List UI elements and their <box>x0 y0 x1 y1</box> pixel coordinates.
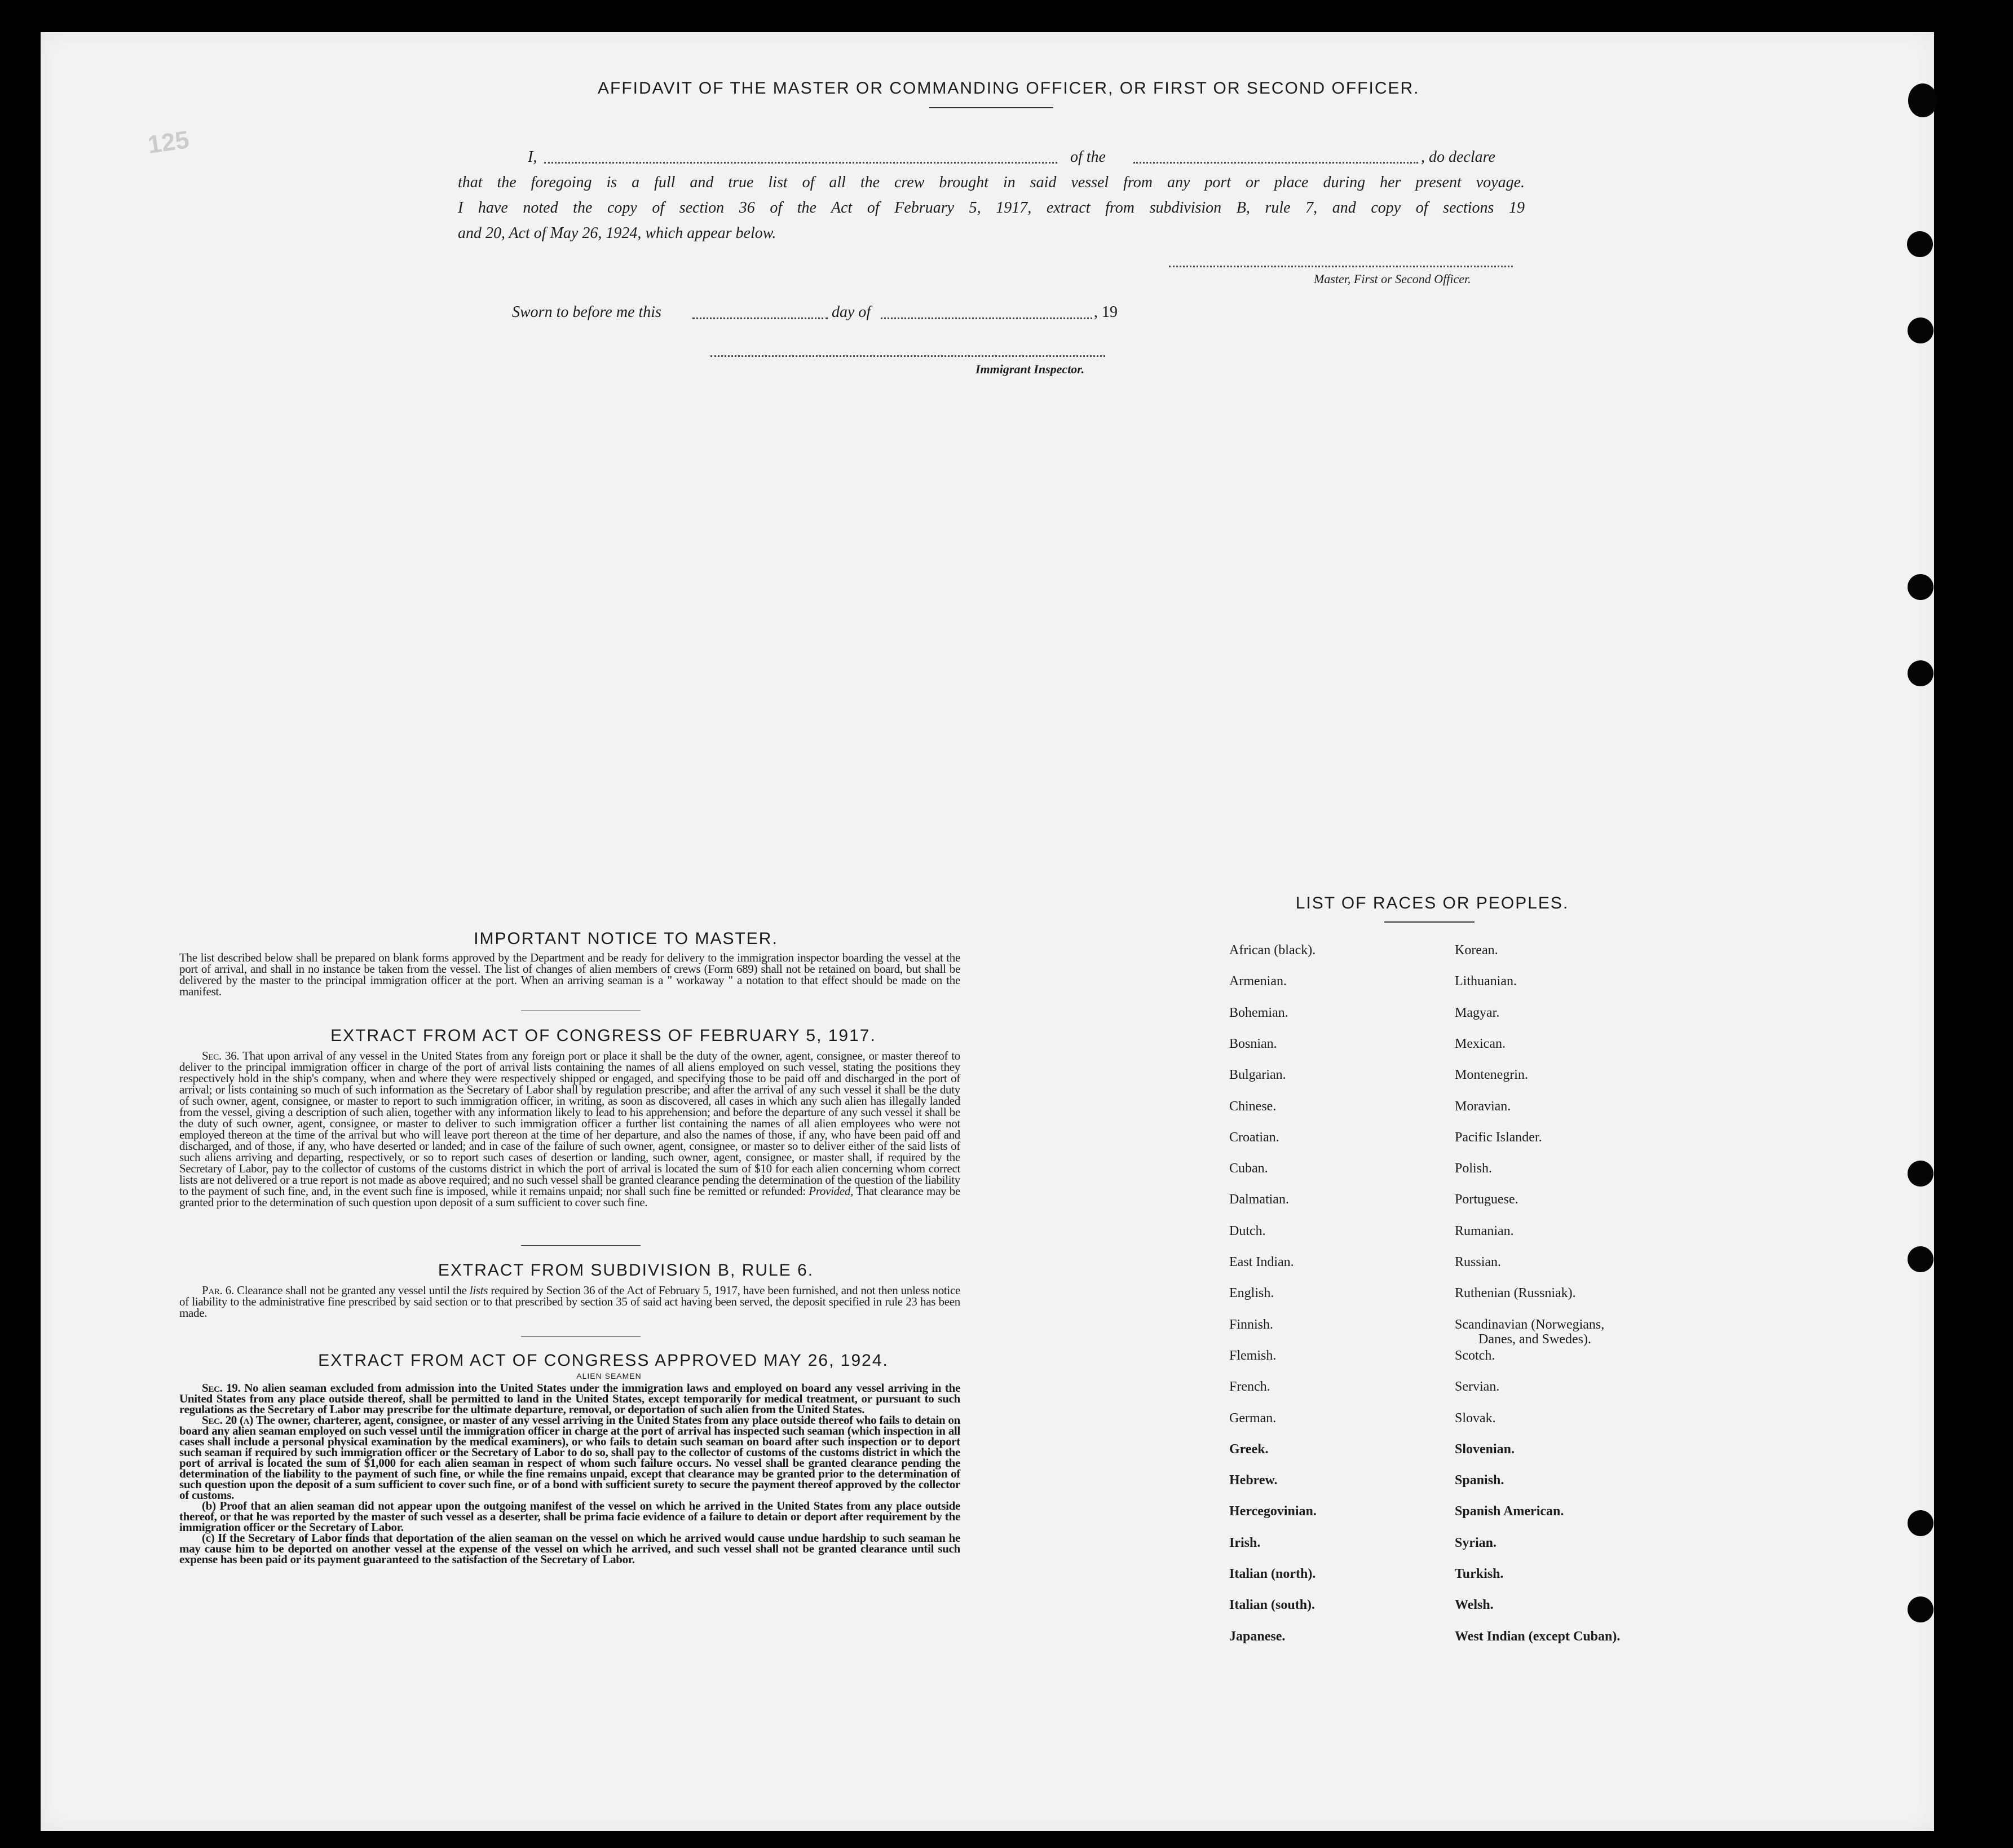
race-item: Flemish. <box>1229 1348 1277 1363</box>
extract-1924-text <box>179 1383 960 1565</box>
race-item: French. <box>1229 1379 1270 1394</box>
race-item: German. <box>1229 1411 1277 1426</box>
races-title-rule <box>1384 921 1475 923</box>
affidavit-do-declare: , do declare <box>1421 148 1495 166</box>
race-item: Rumanian. <box>1455 1224 1514 1238</box>
par-6-body-b: required by Section 36 of the Act of February 5, 1917, have been furnished, and not then unless notice of liability to the administrative fine prescribed by said section or to that prescribed by section 35 of said act having been served, the deposit specified in rule 23 has been made. <box>179 1284 961 1320</box>
sec-36-end: That clearance may be granted prior to the determination of such question upon deposit of a sum sufficient to cover such fine. <box>179 1184 960 1209</box>
race-item: Cuban. <box>1229 1161 1268 1176</box>
sec-20-label: Sec. 20 (a) <box>202 1413 253 1427</box>
race-item: Croatian. <box>1229 1130 1279 1145</box>
lists-word: lists <box>469 1284 488 1297</box>
affidavit-title: AFFIDAVIT OF THE MASTER OR COMMANDING OFFICER, OR FIRST OR SECOND OFFICER. <box>598 79 1420 98</box>
race-item: Syrian. <box>1455 1536 1497 1550</box>
affidavit-line-4: and 20, Act of May 26, 1924, which appear below. <box>458 224 776 242</box>
sworn-day-blank <box>692 317 828 319</box>
race-item: Pacific Islander. <box>1455 1130 1542 1145</box>
race-item: Portuguese. <box>1455 1192 1518 1207</box>
sec-20-body: The owner, charterer, agent, consignee, or master of any vessel arriving in the United States from any place outside thereof who fails to detain on board any alien seaman employed on such vessel until the immigration officer in charge at the port of arrival has inspected such seaman (which inspection in all cases shall include a personal physical examination by the medical examiners), or who fails to detain such seaman on board after such inspection or to deport such seaman if required by such immigration officer or the Secretary of Labor to do so, shall pay to the collector of customs of the customs district in which the port of arrival is located the sum of $1,000 for each alien seaman in respect of whom such failure occurs. No vessel shall be granted clearance pending the determination of the liability to the payment of such fine, or while the fine remains unpaid, except that clearance may be granted prior to the determination of such question upon the deposit of a sum sufficient to cover such fine, or of a bond with sufficient surety to secure the payment thereof approved by the collector of customs. <box>179 1413 961 1502</box>
day-of-label: day of <box>832 303 871 321</box>
punch-hole <box>1908 83 1937 117</box>
punch-hole <box>1907 231 1933 257</box>
race-item: Bohemian. <box>1229 1005 1288 1020</box>
race-item: Lithuanian. <box>1455 974 1517 989</box>
punch-hole <box>1908 660 1933 686</box>
race-item: Chinese. <box>1229 1099 1277 1114</box>
extract-1924-title: EXTRACT FROM ACT OF CONGRESS APPROVED MAY 26, 1924. <box>318 1351 889 1370</box>
officer-signature-line <box>1169 266 1513 267</box>
affidavit-line-3: I have noted the copy of section 36 of the Act of February 5, 1917, extract from subdivision B, rule 7, and copy of sections 19 <box>458 199 1525 217</box>
provided-word: Provided, <box>809 1184 854 1198</box>
race-item: Mexican. <box>1455 1037 1506 1051</box>
affidavit-of-the: of the <box>1070 148 1106 166</box>
race-item: Magyar. <box>1455 1005 1500 1020</box>
race-item: Armenian. <box>1229 974 1287 989</box>
race-item: Italian (south). <box>1229 1598 1315 1612</box>
para-b: (b) Proof that an alien seaman did not appear upon the outgoing manifest of the vessel on which he arrived in the United States from any place outside thereof, or that he was reported by the master of such vessel as a deserter, shall be prima facie evidence of a failure to detain or deport after requirement by the immigration officer or the Secretary of Labor. <box>179 1499 960 1534</box>
par-6-label: Par. 6. <box>202 1284 234 1297</box>
inspector-caption: Immigrant Inspector. <box>975 362 1085 376</box>
subdivision-b-divider <box>521 1336 641 1337</box>
race-item: Hebrew. <box>1229 1473 1278 1488</box>
race-item: Dutch. <box>1229 1224 1266 1238</box>
extract-1917-text <box>179 1050 960 1208</box>
punch-hole <box>1908 1510 1933 1536</box>
sec-19-label: Sec. 19. <box>202 1381 241 1395</box>
race-item: Scotch. <box>1455 1348 1495 1363</box>
race-item: Scandinavian (Norwegians, <box>1455 1317 1605 1332</box>
punch-hole <box>1908 1596 1933 1622</box>
race-item: Korean. <box>1455 943 1498 958</box>
para-c: (c) If the Secretary of Labor finds that deportation of the alien seaman on the vessel on which he arrived would cause undue hardship to such seaman he may cause him to be deported on another vessel at the expense of the vessel on which he arrived, and such vessel shall not be granted clearance until such expense has been paid or its payment guaranteed to the satisfaction of the Secretary of Labor. <box>179 1531 960 1566</box>
race-item: English. <box>1229 1286 1274 1300</box>
sec-36-label: Sec. 36. <box>202 1049 240 1062</box>
race-item: Slovak. <box>1455 1411 1496 1426</box>
subdivision-b-text <box>179 1285 960 1318</box>
race-item: Finnish. <box>1229 1317 1274 1332</box>
punch-hole <box>1908 317 1933 343</box>
alien-seamen-subtitle: ALIEN SEAMEN <box>576 1371 642 1381</box>
margin-page-number: 125 <box>145 126 191 159</box>
sworn-label: Sworn to before me this <box>512 303 661 321</box>
race-item: West Indian (except Cuban). <box>1455 1629 1621 1644</box>
race-item: Spanish. <box>1455 1473 1504 1488</box>
par-6-body-a: Clearance shall not be granted any vessel until the <box>237 1284 467 1297</box>
race-item: Greek. <box>1229 1442 1269 1457</box>
notice-title: IMPORTANT NOTICE TO MASTER. <box>474 929 778 948</box>
race-item: Ruthenian (Russniak). <box>1455 1286 1576 1300</box>
extract-1917-divider <box>521 1245 641 1246</box>
race-item: Irish. <box>1229 1536 1261 1550</box>
race-item: Servian. <box>1455 1379 1500 1394</box>
affidavit-title-rule <box>929 107 1053 108</box>
race-item: Spanish American. <box>1455 1504 1564 1519</box>
race-item: Bulgarian. <box>1229 1068 1286 1082</box>
race-item: Moravian. <box>1455 1099 1511 1114</box>
extract-1917-title: EXTRACT FROM ACT OF CONGRESS OF FEBRUARY 5, 1917. <box>330 1026 876 1045</box>
inspector-signature-line <box>710 355 1105 357</box>
race-item: Welsh. <box>1455 1598 1494 1612</box>
race-item: Italian (north). <box>1229 1567 1316 1581</box>
race-item: Slovenian. <box>1455 1442 1515 1457</box>
punch-hole <box>1908 574 1933 600</box>
subdivision-b-title: EXTRACT FROM SUBDIVISION B, RULE 6. <box>438 1261 814 1280</box>
sec-20-paragraph <box>179 1415 960 1501</box>
sworn-month-blank <box>881 317 1092 319</box>
races-title: LIST OF RACES OR PEOPLES. <box>1295 894 1569 912</box>
race-item: Russian. <box>1455 1255 1502 1269</box>
affidavit-line-2: that the foregoing is a full and true list of all the crew brought in said vessel from any port or place during her present voyage. <box>458 174 1525 191</box>
notice-text: The list described below shall be prepared on blank forms approved by the Department and be ready for delivery to the immigration inspector boarding the vessel at the port of arrival, and shall in no instance be taken from the vessel. The list of changes of alien members of crews (Form 689) shall not be retained on board, but shall be delivered by the master to the principal immigration officer at the port. When an arriving seaman is a " workaway " a notation to that effect should be made on the manifest. <box>179 951 960 998</box>
sec-19-paragraph <box>179 1383 960 1415</box>
race-item: Dalmatian. <box>1229 1192 1289 1207</box>
punch-hole <box>1908 1161 1933 1187</box>
officer-caption: Master, First or Second Officer. <box>1314 272 1471 286</box>
affidavit-name-blank <box>544 162 1057 164</box>
race-scandinavian-continued: Danes, and Swedes). <box>1478 1332 1591 1347</box>
race-item: African (black). <box>1229 943 1316 958</box>
race-item: Turkish. <box>1455 1567 1504 1581</box>
race-item: Bosnian. <box>1229 1037 1277 1051</box>
race-item: Japanese. <box>1229 1629 1286 1644</box>
race-item: East Indian. <box>1229 1255 1294 1269</box>
sec-19-body: No alien seaman excluded from admission into the United States under the immigration laws and employed on board any vessel arriving in the United States from any place outside thereof, shall be permitted to land in the United States, except temporarily for medical treatment, or pursuant to such regulations as the Secretary of Labor may prescribe for the ultimate departure, removal, or deportation of such alien from the United States. <box>179 1381 960 1416</box>
punch-hole <box>1908 1246 1933 1272</box>
year-prefix: , 19 <box>1094 303 1118 321</box>
race-item: Hercegovinian. <box>1229 1504 1317 1519</box>
affidavit-vessel-blank <box>1133 162 1418 164</box>
sec-36-body: That upon arrival of any vessel in the United States from any foreign port or place it shall be the duty of the owner, agent, consignee, or master thereof to deliver to the principal immigration officer in charge of the port of arrival lists containing the names of all aliens employed on such vessel, stating the positions they respectively hold in the ship's company, when and where they were respectively shipped or engaged, and specifying those to be paid off and discharged in the port of arrival; or lists containing so much of such information as the Secretary of Labor shall by regulation prescribe; and after the arrival of any such vessel it shall be the duty of such owner, agent, consignee, or master to report to such immigration officer, in writing, as soon as discovered, all cases in which any such alien has illegally landed from the vessel, giving a description of such alien, together with any information likely to lead to his apprehension; and before the departure of any such vessel it shall be the duty of such owner, agent, consignee, or master to deliver to such immigration officer a further list containing the names of all alien employees who were not employed thereon at the time of the arrival but who will leave port thereon at the time of her departure, and also the names of those, if any, who have been paid off and discharged, and of those, if any, who have deserted or landed; and in case of the failure of such owner, agent, consignee, or master so to deliver either of the said lists of such aliens arriving and departing, respectively, or so to report such cases of desertion or landing, such owner, agent, consignee, or master shall, if required by the Secretary of Labor, pay to the collector of customs of the customs district in which the port of arrival is located the sum of $10 for each alien concerning whom correct lists are not delivered or a true report is not made as above required; and no such vessel shall be granted clearance pending the determination of the question of the liability to the payment of such fine, and, in the event such fine is imposed, while it remains unpaid; nor shall such fine be remitted or refunded: <box>179 1049 960 1198</box>
race-item: Polish. <box>1455 1161 1493 1176</box>
race-item: Montenegrin. <box>1455 1068 1528 1082</box>
affidavit-i-label: I, <box>528 148 537 166</box>
